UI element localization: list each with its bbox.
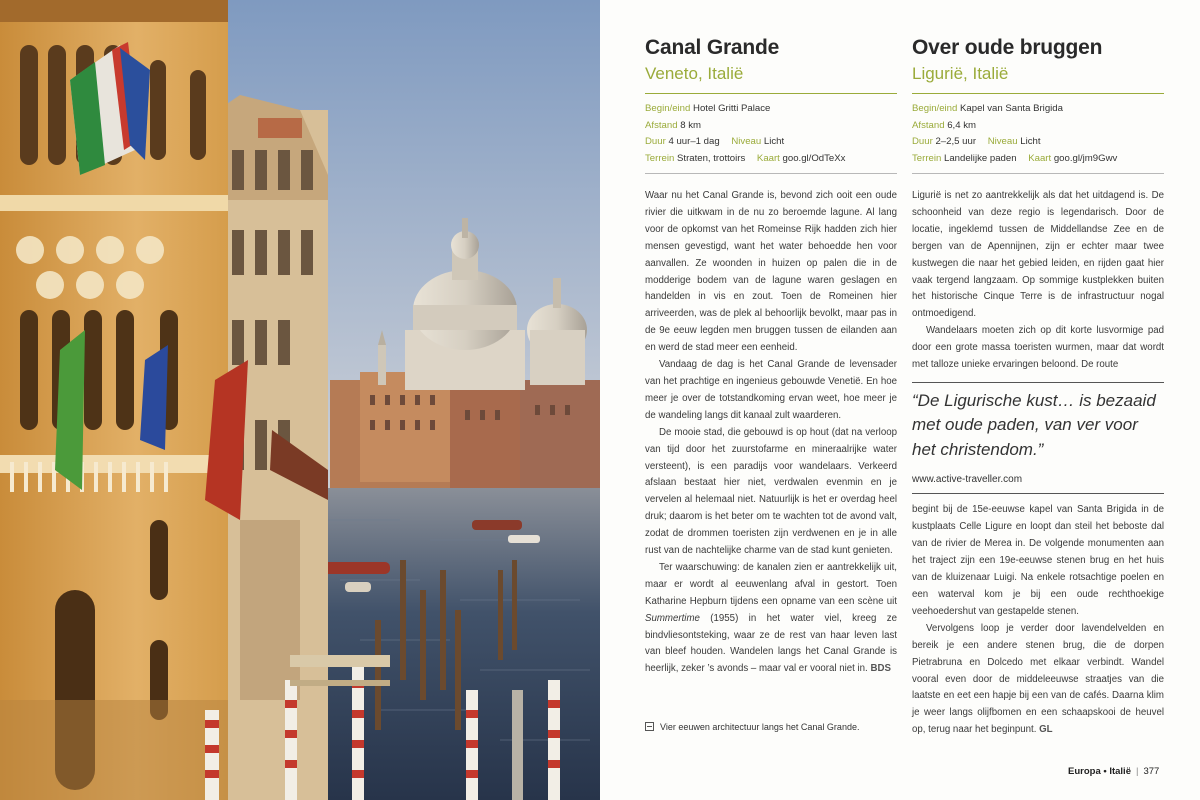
fact-terrain-map: Terrein Landelijke paden Kaart goo.gl/jm9Gwv bbox=[912, 152, 1118, 164]
divider bbox=[912, 173, 1164, 174]
distant-buildings bbox=[330, 372, 600, 500]
article-location: Veneto, Italië bbox=[645, 64, 744, 83]
author-initials: GL bbox=[1039, 724, 1053, 736]
fact-start: Begin/eind Kapel van Santa Brigida bbox=[912, 103, 1063, 114]
paragraph: Ter waarschuwing: de kanalen zien er aantrekkelijk uit, maar er wordt al eeuwenlang afval in gestort. Toen Katharine Hepburn tijdens een opname van een scène uit Summertime (1955) in het water viel, kreeg ze bindvliesontsteking, waar ze de rest van haar leven last van bleef houden. Wandelen langs het Canal Grande is heerlijk, zeker ’s avonds – maar val er vooral niet in. BDS bbox=[645, 561, 897, 675]
photo-caption: Vier eeuwen architectuur langs het Canal Grande. bbox=[645, 722, 859, 732]
article-body bbox=[645, 188, 897, 678]
article-body bbox=[912, 188, 1164, 374]
fact-distance: Afstand 6,4 km bbox=[912, 119, 977, 131]
page-number: 377 bbox=[1143, 766, 1160, 777]
paragraph: De mooie stad, die gebouwd is op hout (dat na verloop van tijd door het zuurstofarme en mineraalrijke water versteent), is een paradijs voor wandelaars. Verkeerd afslaan bestaat hier niet, verdwalen evenmin en je vervelen al helemaal niet. Natuurlijk is het er overdag heel druk; daarom is het beter om te wachten tot de avond valt, zodat de drommen toeristen zijn verdwenen en je in alle rust van de nachtelijke charme van de stad kunt genieten. bbox=[645, 426, 897, 557]
paragraph: Liguriё is net zo aantrekkelijk als dat het uitdagend is. De schoonheid van deze regio is legendarisch. Door de locatie, ingeklemd tussen de Middellandse Zee en de bergen van de Apennijnen, zijn er echter maar twee kustwegen die naar het gebied leiden, en rijden gaat hier vaak tergend langzaam. Op sommige kustplekken buiten het historische Cinque Terre is de infrastructuur nogal ontmoedigend. bbox=[912, 190, 1164, 320]
trail-facts bbox=[645, 101, 897, 167]
article-title: Canal Grande bbox=[645, 36, 780, 59]
divider bbox=[912, 93, 1164, 94]
author-initials: BDS bbox=[870, 663, 891, 675]
paragraph: Waar nu het Canal Grande is, bevond zich ooit een oude rivier die uitkwam in de nu zo beroemde lagune. Al lang voor de opkomst van het Romeinse Rijk hadden zich hier mensen gevestigd, want het water behoedde hen voor aanvallen. Ze woonden in huizen op palen die in de modderige bodem van de lagune waren geslagen en handelden in vis en zout. Toen de Romeinen hier arriveerden, was de plek al behoorlijk bevolkt, maar pas in de 9e eeuw legden men bruggen tussen de eilanden aan en werd de stad meer een eenheid. bbox=[645, 190, 897, 354]
fact-distance: Afstand 8 km bbox=[645, 119, 702, 131]
fact-terrain-map: Terrein Straten, trottoirs Kaart goo.gl/OdTeXx bbox=[645, 152, 846, 164]
section-label: Europa • Italië bbox=[1068, 766, 1131, 777]
column-canal-grande bbox=[645, 36, 897, 678]
quote-source: www.active-traveller.com bbox=[912, 474, 1023, 486]
trail-facts bbox=[912, 101, 1164, 167]
fact-start: Begin/eind Hotel Gritti Palace bbox=[645, 103, 771, 114]
divider bbox=[645, 173, 897, 174]
quote-text: “De Ligurische kust… is bezaaid met oude paden, van ver voor het christendom.” bbox=[912, 390, 1156, 459]
pull-quote bbox=[912, 382, 1164, 495]
paragraph: Vervolgens loop je verder door lavendelvelden en bereik je een andere stenen brug, die de dorpen Pietrabruna en Dolcedo met elkaar verbindt. Wandel vooral even door de middeleeuwse straatjes van die laatste en eet een hapje bij een van de cafés. Daarna klim je weer langs olijfbomen en een schaapskooi de heuvel op, terug naar het beginpunt. GL bbox=[912, 622, 1164, 736]
fact-duration-level: Duur 2–2,5 uur Niveau Licht bbox=[912, 136, 1041, 147]
fact-duration-level: Duur 4 uur–1 dag Niveau Licht bbox=[645, 136, 785, 147]
page-footer: Europa • Italië | 377 bbox=[1068, 766, 1160, 777]
column-oude-bruggen bbox=[912, 36, 1164, 739]
map-link[interactable]: goo.gl/OdTeXx bbox=[782, 152, 846, 164]
article-body-continued bbox=[912, 502, 1164, 739]
paragraph: begint bij de 15e-eeuwse kapel van Santa Brigida in de kustplaats Celle Ligure en loopt dan steil het beboste dal van de rivier de Merea in. De volgende monumenten aan het traject zijn een 19e-eeuwse stenen brug en het huis van de kluizenaar Luigi. Na enkele rotsachtige poelen en een waterval kom je bij een oude rechthoekige veehoedershut van gestapelde stenen. bbox=[912, 504, 1164, 617]
article-page bbox=[600, 0, 1200, 800]
article-title: Over oude bruggen bbox=[912, 36, 1103, 59]
article-location: Liguriё, Italië bbox=[912, 64, 1009, 83]
divider bbox=[645, 93, 897, 94]
paragraph: Vandaag de dag is het Canal Grande de levensader van het prachtige en ingenieus gebouwde Venetië. En hoe meer je over de totstandkoming ervan weet, hoe meer je de wandeling langs dit kanaal zult waarderen. bbox=[645, 359, 897, 421]
caption-arrow-icon bbox=[645, 722, 654, 731]
paragraph: Wandelaars moeten zich op dit korte lusvormige pad door een grote massa toeristen wurmen, maar dat wordt met talloze unieke ervaringen beloond. De route bbox=[912, 325, 1164, 371]
map-link[interactable]: goo.gl/jm9Gwv bbox=[1053, 152, 1118, 164]
